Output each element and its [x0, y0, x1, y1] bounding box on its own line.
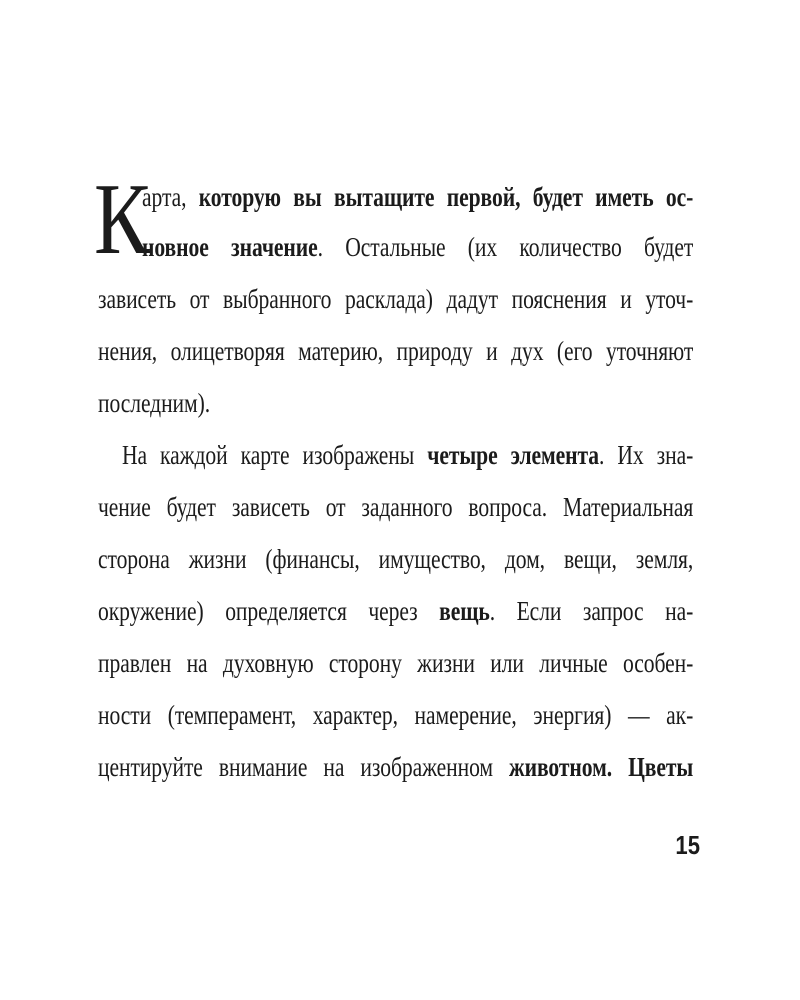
text-run: окружение) определяется через	[98, 596, 440, 626]
bold-text-run: животном. Цветы	[509, 752, 694, 782]
bold-text-run: которую вы вытащите первой, будет иметь ос-	[198, 182, 694, 212]
page-number: 15	[675, 830, 700, 860]
text-run: . Их зна-	[599, 440, 694, 470]
bold-text-run: четыре элемента	[427, 440, 600, 470]
paragraph-2-line-3: сторона жизни (финансы, имущество, дом, вещи, земля,	[98, 544, 694, 574]
text-run: центируйте внимание на изображенном	[98, 752, 510, 782]
paragraph-2-line-5: правлен на духовную сторону жизни или личные особен-	[98, 648, 694, 678]
paragraph-2-line-6: ности (темперамент, характер, намерение, энергия) — ак-	[98, 700, 694, 730]
paragraph-2-line-4	[98, 586, 693, 636]
bold-text-run: вещь	[439, 596, 490, 626]
paragraph-1-line-1	[142, 172, 693, 222]
text-run: арта,	[142, 182, 199, 212]
paragraph-2-line-2: чение будет зависеть от заданного вопроса. Материальная	[98, 492, 694, 522]
bold-text-run: новное значение	[142, 232, 318, 262]
paragraph-1-line-3: зависеть от выбранного расклада) дадут пояснения и уточ-	[98, 284, 694, 314]
paragraph-1-line-5: последним).	[98, 388, 211, 418]
paragraph-1-line-2	[142, 222, 693, 272]
paragraph-1-line-4: нения, олицетворяя материю, природу и дух (его уточняют	[98, 336, 694, 366]
drop-cap: К	[94, 163, 150, 276]
text-run: На каждой карте изображены	[122, 440, 428, 470]
text-run: . Остальные (их количество будет	[317, 232, 694, 262]
paragraph-2-line-7	[98, 742, 693, 792]
text-run: . Если запрос на-	[489, 596, 694, 626]
paragraph-2-line-1	[122, 430, 693, 480]
